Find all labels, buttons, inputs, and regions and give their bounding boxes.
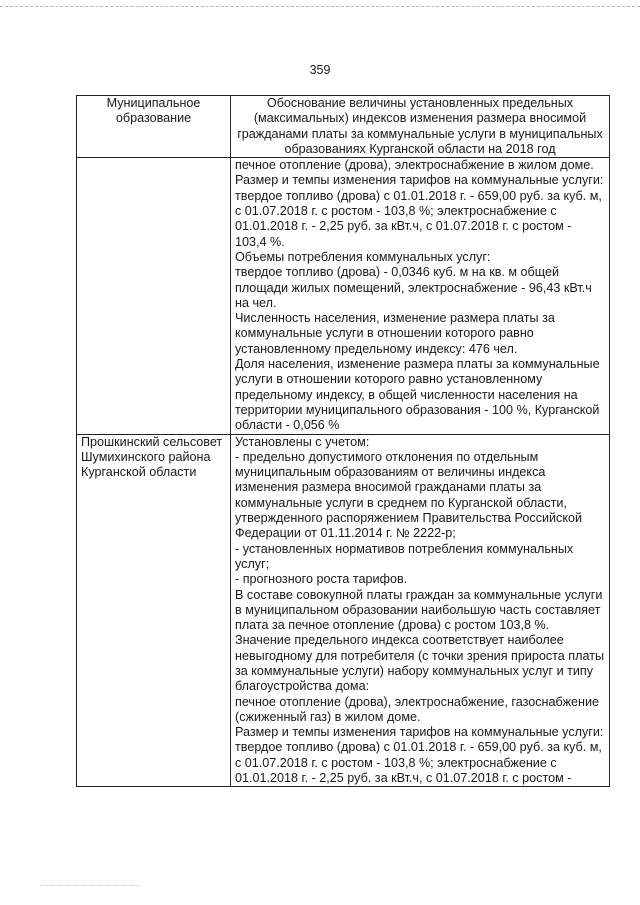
scan-top-edge [0, 6, 640, 7]
justification-paragraph: твердое топливо (дрова) с 01.01.2018 г. - 659,00 руб. за куб. м, с 01.07.2018 г. с ростом - 103,8 %; электроснабжение с 01.01.2018 г. - 2,25 руб. за кВт.ч, с 01.07.2018 г. с ростом - [235, 740, 602, 786]
scan-bottom-marks [40, 885, 140, 886]
justification-paragraph: Установлены с учетом: [235, 434, 370, 449]
justification-paragraph: - установленных нормативов потребления коммунальных услуг; [235, 541, 574, 571]
justification-paragraph: Численность населения, изменение размера платы за коммунальные услуги в отношении которого равно установленному предельному индексу: 476 чел. [235, 311, 555, 356]
table-header-row [77, 96, 610, 158]
justification-paragraph: Объемы потребления коммунальных услуг: [235, 249, 491, 264]
municipality-cell: Прошкинский сельсовет Шумихинского района Курганской области [77, 434, 231, 787]
justification-paragraph: Размер и темпы изменения тарифов на коммунальные услуги: [235, 173, 604, 188]
justification-paragraph: печное отопление (дрова), электроснабжение, газоснабжение (сжиженный газ) в жилом доме. [235, 694, 599, 724]
table-row [77, 434, 610, 787]
justification-cell [231, 434, 610, 787]
justification-cell [231, 158, 610, 434]
justification-paragraph: Значение предельного индекса соответствует наиболее невыгодному для потребителя (с точки зрения прироста платы за коммунальные услуги) набору коммунальных услуг и типу благоустройства дома: [235, 633, 605, 694]
justification-table [76, 95, 610, 787]
justification-paragraph: печное отопление (дрова), электроснабжение в жилом доме. [235, 158, 594, 173]
table-row [77, 158, 610, 434]
municipality-cell [77, 158, 231, 434]
column-header-municipality: Муниципальное образование [77, 96, 231, 158]
justification-paragraph: твердое топливо (дрова) с 01.01.2018 г. - 659,00 руб. за куб. м, с 01.07.2018 г. с ростом - 103,8 %; электроснабжение с 01.01.2018 г. - 2,25 руб. за кВт.ч, с 01.07.2018 г. с ростом - 103,4 %. [235, 188, 602, 249]
justification-paragraph: - предельно допустимого отклонения по отдельным муниципальным образованиям от величины индекса изменения размера вносимой гражданами платы за коммунальные услуги в среднем по Курганской области, утвержденного распоряжением Правительства Российской Федерации от 01.11.2014 г. № 2222-р; [235, 449, 583, 541]
justification-paragraph: - прогнозного роста тарифов. [235, 572, 408, 587]
justification-paragraph: Доля населения, изменение размера платы за коммунальные услуги в отношении которого равно установленному предельному индексу, в общей численности населения на территории муниципального образования - 100 %, Курганской области - 0,056 % [235, 357, 600, 433]
justification-paragraph: В составе совокупной платы граждан за коммунальные услуги в муниципальном образовании наибольшую часть составляет плата за печное отопление (дрова) с ростом 103,8 %. [235, 587, 603, 633]
justification-paragraph: Размер и темпы изменения тарифов на коммунальные услуги: [235, 725, 604, 740]
justification-paragraph: твердое топливо (дрова) - 0,0346 куб. м на кв. м общей площади жилых помещений, электроснабжение - 96,43 кВт.ч на чел. [235, 265, 592, 310]
page-number: 359 [309, 63, 331, 77]
column-header-justification: Обоснование величины установленных предельных (максимальных) индексов изменения размера вносимой гражданами платы за коммунальные услуги в муниципальных образованиях Курганской области на 2018 год [231, 96, 610, 158]
